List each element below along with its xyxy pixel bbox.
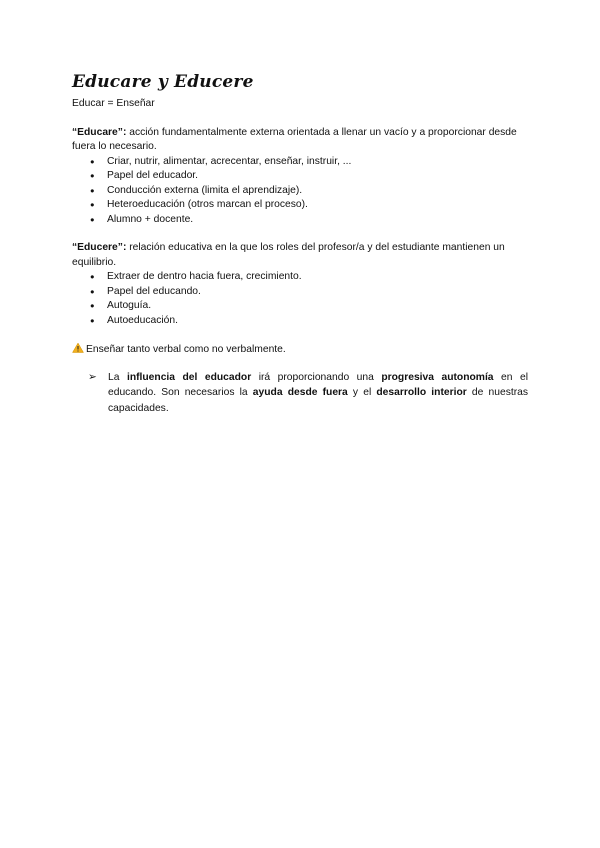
- list-item: ● Extraer de dentro hacia fuera, crecimiento.: [90, 270, 528, 285]
- educare-colon: :: [122, 126, 127, 138]
- warning-icon: [72, 342, 84, 354]
- educere-definition-text: relación educativa en la que los roles del profesor/a y del estudiante mantienen un equilibrio.: [72, 242, 505, 268]
- conclusion-text: irá proporcionando una: [251, 371, 382, 383]
- spacer: [72, 328, 528, 342]
- educere-term: “Educere”: [72, 242, 123, 253]
- conclusion-bold: progresiva autonomía: [381, 371, 494, 383]
- arrow-bullet-icon: ➢: [88, 371, 97, 383]
- educare-term: “Educare”: [72, 126, 123, 138]
- list-item: ● Heteroeducación (otros marcan el proceso).: [90, 198, 528, 213]
- educare-definition: [72, 126, 528, 155]
- conclusion-bold: ayuda desde fuera: [252, 387, 348, 398]
- conclusion-text: y el: [347, 387, 377, 398]
- spacer: [72, 112, 528, 126]
- list-item: ● Conducción externa (limita el aprendizaje).: [90, 184, 528, 199]
- list-item: ● Papel del educando.: [90, 285, 528, 300]
- warning-note: [72, 342, 528, 358]
- educare-list: [72, 155, 528, 228]
- conclusion-text: La: [108, 371, 127, 383]
- educare-definition-text: acción fundamentalmente externa orientada a llenar un vacío y a proporcionar desde fuera lo necesario.: [72, 126, 517, 152]
- educere-list: [72, 270, 528, 328]
- list-item: ● Autoguía.: [90, 299, 528, 314]
- document-page: [72, 72, 528, 416]
- educere-definition: [72, 241, 528, 270]
- conclusion-bold: influencia del educador: [126, 371, 252, 383]
- page-title: Educare y Educere: [72, 72, 254, 92]
- conclusion-text: de nuestras capacidades.: [108, 387, 529, 414]
- list-item: ● Autoeducación.: [90, 314, 528, 329]
- list-item: ● Alumno + docente.: [90, 213, 528, 228]
- conclusion-bold: desarrollo interior: [376, 387, 467, 398]
- conclusion-text: en el educando. Son necesarios la: [108, 371, 528, 398]
- spacer: [72, 227, 528, 241]
- subtitle: Educar = Enseñar: [72, 98, 155, 109]
- conclusion-item: [72, 370, 528, 417]
- list-item: ● Papel del educador.: [90, 169, 528, 184]
- educere-colon: :: [122, 242, 127, 253]
- warning-note-text: Enseñar tanto verbal como no verbalmente.: [86, 344, 286, 355]
- list-item: ● Criar, nutrir, alimentar, acrecentar, enseñar, instruir, ...: [90, 155, 528, 170]
